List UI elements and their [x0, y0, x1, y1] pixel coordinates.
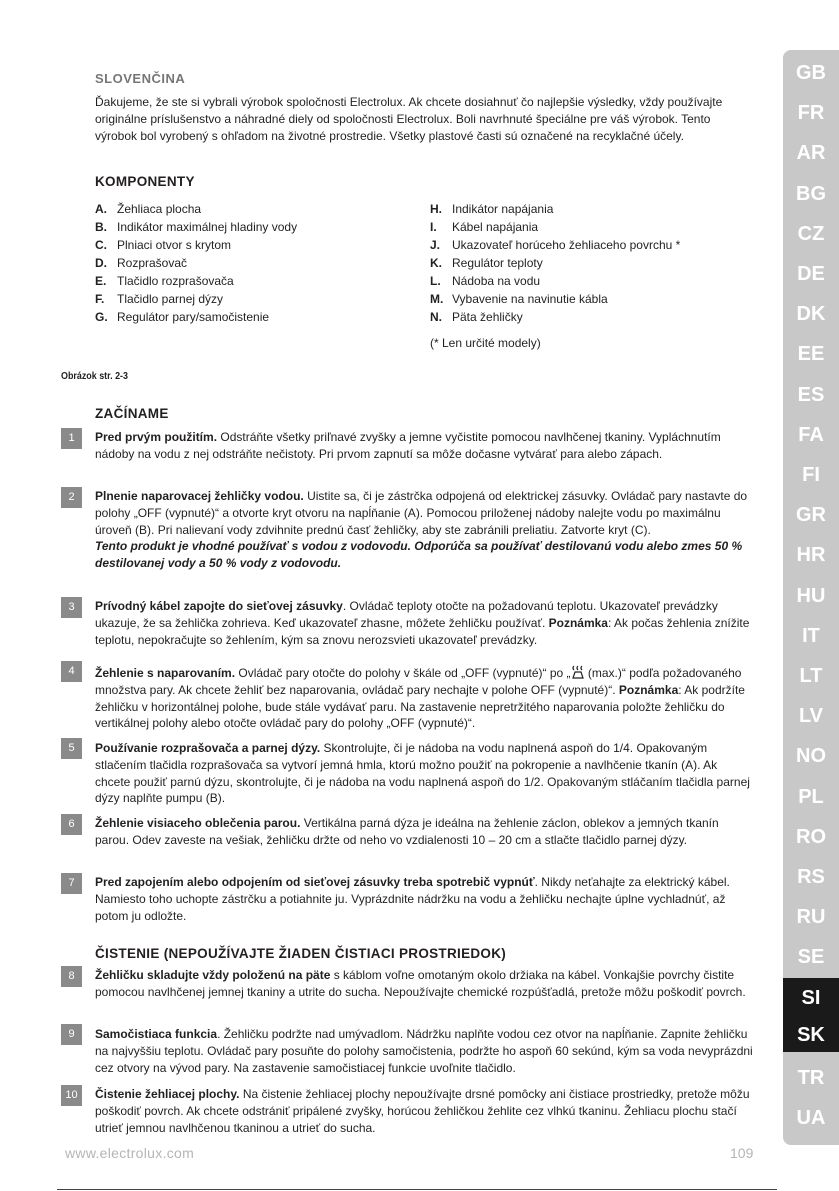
bottom-divider [57, 1189, 777, 1190]
step-9-text: Samočistiaca funkcia. Žehličku podržte nad umývadlom. Nádržku naplňte vodou cez otvor na napĺňanie. Zapnite žehličku na najvyššiu teplotu. Ovládač pary posuňte do polohy samočistenia, podržte ho aspoň 60 sekúnd, kým sa voda nevyprázdni cez otvory na vývod pary. Na zastavenie samočistiacej funkcie uvoľnite tlačidlo. [95, 1027, 753, 1075]
step-7-text: Pred zapojením alebo odpojením od sieťovej zásuvky treba spotrebič vypnúť. Nikdy neťahajte za elektrický kábel. Namiesto toho uchopte zástrčku a potiahnite ju. Vyprázdnite nádržku na vodu a žehličku nechajte úplne vychladnúť, až potom ju odložte. [95, 875, 730, 923]
component-item [95, 308, 297, 326]
component-label: Ukazovateľ horúceho žehliaceho povrchu * [452, 238, 681, 252]
components-list-left [95, 200, 297, 326]
step-number: 4 [61, 661, 82, 682]
components-list-right [430, 200, 680, 326]
language-tab-gr[interactable]: GR [796, 504, 826, 527]
component-letter: E. [95, 274, 107, 288]
step-number: 7 [61, 873, 82, 894]
page-number: 109 [730, 1145, 754, 1161]
language-tab-fi[interactable]: FI [802, 464, 820, 486]
component-label: Päta žehličky [452, 310, 523, 324]
component-letter: I. [430, 220, 437, 234]
component-label: Regulátor teploty [452, 256, 543, 270]
language-tab-pl[interactable]: PL [798, 785, 824, 808]
component-label: Plniaci otvor s krytom [117, 238, 232, 252]
footer-url: www.electrolux.com [65, 1145, 195, 1161]
language-tab-si[interactable]: SI [783, 978, 839, 1018]
component-letter: A. [95, 202, 107, 216]
cleaning-heading: ČISTENIE (NEPOUŽÍVAJTE ŽIADEN ČISTIACI PROSTRIEDOK) [95, 946, 507, 961]
component-label: Regulátor pary/samočistenie [117, 310, 270, 324]
step-6-text: Žehlenie visiaceho oblečenia parou. Vertikálna parná dýza je ideálna na žehlenie záclon, oblekov a jemných tkanín parou. Odev zaveste na vešiak, žehličku držte od neho vo vzdialenosti 10 – 20 cm a stlačte tlačidlo parnej dýzy. [95, 816, 719, 847]
language-tab-hr[interactable]: HR [796, 544, 826, 567]
component-letter: C. [95, 238, 107, 252]
language-tab-dk[interactable]: DK [796, 303, 826, 326]
component-label: Žehliaca plocha [117, 202, 202, 216]
step-number: 3 [61, 597, 82, 618]
language-tab-lv[interactable]: LV [798, 705, 824, 728]
step-5-text: Používanie rozprašovača a parnej dýzy. Skontrolujte, či je nádoba na vodu naplnená aspoň do 1/4. Opakovaným stlačením tlačidla rozprašovača sa vytvorí jemná hmla, ktorú možno použiť na pokropenie a navlhčenie tkanín (A). Ak chcete použiť parnú dýzu, skontrolujte, či je nádoba na vodu naplnená aspoň do 1/2. Opakovaným stláčaním tlačidla parnej dýzy naplňte pumpu (B). [95, 741, 750, 806]
step-2-text: Plnenie naparovacej žehličky vodou. Uistite sa, či je zástrčka odpojená od elektrickej zásuvky. Ovládač pary nastavte do polohy „OFF (vypnuté)“ a otvorte kryt otvoru na napĺňanie (A). Pomocou priloženej nádoby nalejte vodu po maximálnu úroveň (B). Pri nalievaní vody zdvihnite prednú časť žehličky, aby ste zabránili preliatiu. Zatvorte kryt (C). Tento produkt je vhodné používať s vodou z vodovodu. Odporúča sa používať destilovanú vodu alebo zmes 50 % destilovanej vody a 50 % vody z vodovodu. [95, 489, 748, 571]
step-number: 6 [61, 814, 82, 835]
language-tab-hu[interactable]: HU [796, 584, 826, 607]
component-letter: H. [430, 202, 442, 216]
step-3-text: Prívodný kábel zapojte do sieťovej zásuvky. Ovládač teploty otočte na požadovanú teplotu. Ukazovateľ prevádzky ukazuje, že sa žehlička zohrieva. Keď ukazovateľ zhasne, môžete žehličku používať. Poznámka: Ak počas žehlenia znížite teplotu, nepokračujte so žehlením, kým sa znovu nerozsvieti ukazovateľ prevádzky. [95, 599, 750, 647]
language-tab-fr[interactable]: FR [797, 102, 825, 125]
language-tab-fa[interactable]: FA [798, 423, 824, 446]
component-item [95, 200, 297, 218]
component-label: Vybavenie na navinutie kábla [452, 292, 608, 306]
component-label: Indikátor napájania [452, 202, 554, 216]
step-number: 10 [61, 1085, 82, 1106]
language-tab-ua[interactable]: UA [796, 1107, 826, 1130]
component-letter: F. [95, 292, 105, 306]
component-item [95, 272, 297, 290]
language-tab-gb[interactable]: GB [796, 62, 826, 84]
component-letter: L. [430, 274, 441, 288]
getting-started-heading: ZAČÍNAME [95, 406, 169, 421]
language-tab-es[interactable]: ES [797, 383, 825, 406]
component-label: Kábel napájania [452, 220, 539, 234]
language-tab-ru[interactable]: RU [796, 906, 826, 929]
component-letter: K. [430, 256, 442, 270]
component-letter: B. [95, 220, 107, 234]
component-item [95, 290, 297, 308]
component-item [430, 236, 680, 254]
component-item [95, 218, 297, 236]
component-item [430, 200, 680, 218]
component-letter: M. [430, 292, 444, 306]
language-tab-bg[interactable]: BG [796, 182, 826, 205]
component-item [430, 308, 680, 326]
step-8-text: Žehličku skladujte vždy položenú na päte s káblom voľne omotaným okolo držiaka na kábel. Vonkajšie povrchy čistite pomocou navlhčenej jemnej tkaniny a utrite do sucha. Nepoužívajte chemické rozpúšťadlá, pretože môžu poškodiť povrch. [95, 968, 746, 999]
component-letter: N. [430, 310, 442, 324]
component-item [430, 218, 680, 236]
language-title: SLOVENČINA [95, 71, 186, 86]
figure-reference: Obrázok str. 2-3 [61, 370, 128, 382]
component-letter: D. [95, 256, 107, 270]
step-1-text: Pred prvým použitím. Odstráňte všetky priľnavé zvyšky a jemne vyčistite pomocou navlhčenej tkaniny. Vypláchnutím nádoby na vodu z nej odstráňte nečistoty. Pri prvom zapnutí sa môže dočasne vytvárať para alebo zápach. [95, 430, 721, 461]
component-label: Tlačidlo parnej dýzy [117, 292, 224, 306]
language-tab-ar[interactable]: AR [796, 142, 826, 165]
component-item [430, 272, 680, 290]
step-number: 5 [61, 738, 82, 759]
language-tab-it[interactable]: IT [802, 624, 820, 647]
component-label: Indikátor maximálnej hladiny vody [117, 220, 298, 234]
language-tab-se[interactable]: SE [797, 946, 825, 969]
step-number: 8 [61, 966, 82, 987]
component-letter: J. [430, 238, 441, 252]
language-tab-no[interactable]: NO [796, 745, 826, 768]
component-item [430, 254, 680, 272]
components-heading: KOMPONENTY [95, 174, 195, 189]
component-letter: G. [95, 310, 108, 324]
component-label: Rozprašovač [117, 256, 188, 270]
language-tab-de[interactable]: DE [797, 263, 825, 285]
language-tab-ro[interactable]: RO [796, 825, 826, 848]
step-number: 1 [61, 428, 82, 449]
language-tab-cz[interactable]: CZ [797, 222, 825, 245]
language-tab-rs[interactable]: RS [797, 866, 825, 888]
intro-paragraph: Ďakujeme, že ste si vybrali výrobok spoločnosti Electrolux. Ak chcete dosiahnuť čo najlepšie výsledky, vždy používajte originálne príslušenstvo a náhradné diely od spoločnosti Electrolux. Boli navrhnuté špeciálne pre váš výrobok. Tento výrobok bol vyrobený s ohľadom na životné prostredie. Všetky plastové časti sú označené na recyklačné účely. [95, 95, 723, 143]
language-tab-ee[interactable]: EE [797, 343, 825, 366]
component-label: Nádoba na vodu [452, 274, 541, 288]
component-item [95, 254, 297, 272]
language-tab-lt[interactable]: LT [799, 665, 823, 687]
steam-max-icon [571, 664, 585, 680]
models-note: (* Len určité modely) [430, 336, 541, 350]
component-item [95, 236, 297, 254]
component-label: Tlačidlo rozprašovača [117, 274, 234, 288]
component-item [430, 290, 680, 308]
step-4-text: Žehlenie s naparovaním. Ovládač pary otočte do polohy v škále od „OFF (vypnuté)“ po „ (max.)“ podľa požadovaného množstva pary. Ak chcete žehliť bez naparovania, ovládač pary nechajte v polohe OFF (vypnuté)“. Poznámka: Ak podržíte žehličku v horizontálnej polohe, bude stále vydávať paru. Na zastavenie nepretržitého naparovania položte žehličku do vertikálnej polohy alebo otočte ovládač pary do polohy „OFF (vypnuté)“. [95, 666, 745, 731]
step-number: 9 [61, 1024, 82, 1045]
language-tab-sk[interactable]: SK [783, 1018, 839, 1052]
step-10-text: Čistenie žehliacej plochy. Na čistenie žehliacej plochy nepoužívajte drsné pomôcky ani čistiace prostriedky, pretože môžu poškodiť povrch. Ak chcete odstrániť pripálené zvyšky, horúcou žehličkou žehlite cez vlhkú tkaninu. Žehliacu plochu stačí utrieť jemnou navlhčenou tkaninou a utrieť do sucha. [95, 1087, 750, 1135]
language-tab-tr[interactable]: TR [797, 1067, 825, 1089]
step-number: 2 [61, 487, 82, 508]
